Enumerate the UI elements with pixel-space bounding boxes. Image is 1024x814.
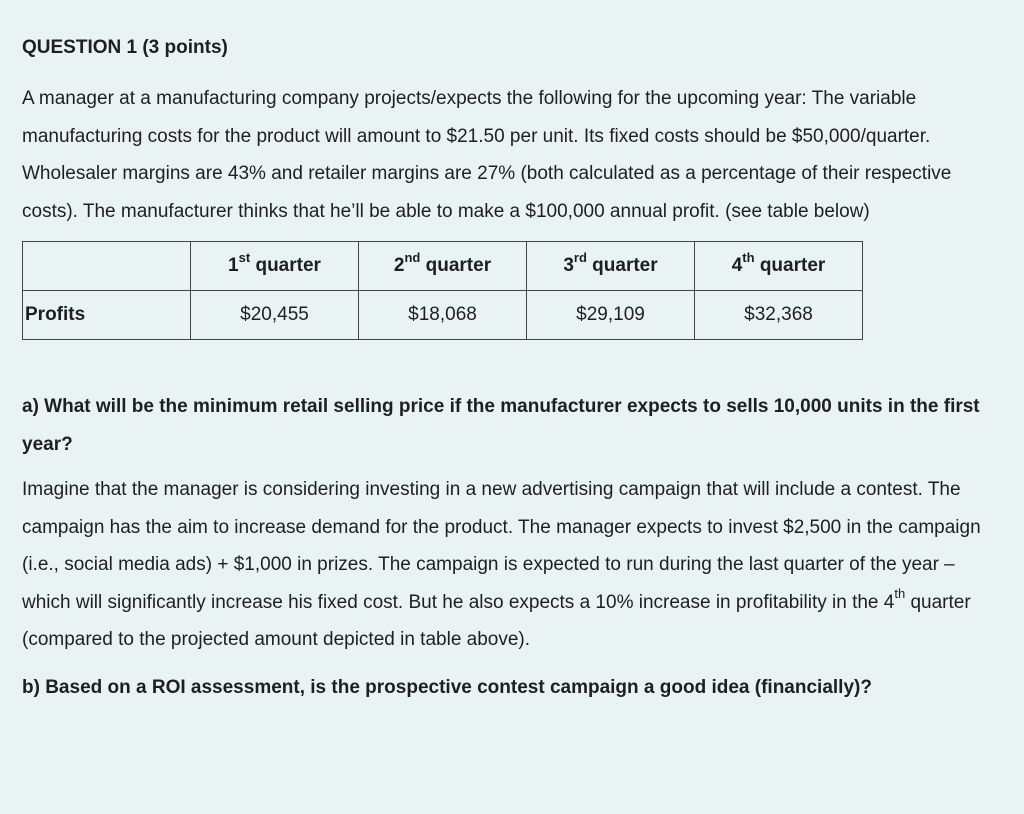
header-num: 2	[393, 255, 405, 276]
scenario-text: Imagine that the manager is considering investing in a new advertising campaign that will include a contest. The campaign has the aim to increase demand for the product. The manager expects to invest $2,500 in the campaign (i.e., social media ads) + $1,000 in prizes. The campaign is expected to run during the last quarter of the year – which will significantly increase his fixed cost. But he also expects a 10% increase in profitability in the 4	[22, 479, 981, 613]
table-header-q2	[359, 242, 527, 291]
table-header-q4	[695, 242, 863, 291]
part-b-question: b) Based on a ROI assessment, is the prospective contest campaign a good idea (financially)?	[22, 676, 872, 698]
header-num: 3	[563, 255, 574, 276]
header-text: quarter	[586, 255, 658, 276]
table-header-row	[23, 242, 863, 291]
header-text: quarter	[250, 255, 321, 276]
question-intro: A manager at a manufacturing company projects/expects the following for the upcoming year: The variable manufacturing costs for the product will amount to $21.50 per unit. Its fixed costs should be $50,000/quarter. Wholesaler margins are 43% and retailer margins are 27% (both calculated as a percentage of their respective costs). The manufacturer thinks that he’ll be able to make a $100,000 annual profit. (see table below)	[22, 88, 952, 222]
header-text: quarter	[420, 255, 492, 276]
scenario-text-end: quarter (compared to the projected amount depicted in table above).	[22, 591, 971, 650]
header-sup: nd	[404, 249, 421, 265]
profit-q1: $20,455	[191, 291, 359, 340]
scenario-paragraph	[22, 471, 1007, 659]
header-text: quarter	[754, 255, 826, 276]
header-sup: th	[742, 249, 755, 265]
part-a-question: a) What will be the minimum retail selling price if the manufacturer expects to sells 10,000 units in the first year?	[22, 396, 980, 455]
table-row	[23, 291, 863, 340]
table-header-q1	[191, 242, 359, 291]
scenario-sup: th	[894, 586, 906, 602]
profit-q3: $29,109	[527, 291, 695, 340]
header-sup: rd	[573, 249, 587, 265]
question-title: QUESTION 1 (3 points)	[22, 37, 228, 58]
header-num: 4	[731, 255, 743, 276]
table-header-empty	[23, 242, 191, 291]
row-label-profits: Profits	[23, 291, 191, 340]
header-sup: st	[238, 249, 251, 265]
table-header-q3	[527, 242, 695, 291]
profit-q2: $18,068	[359, 291, 527, 340]
question-content	[22, 28, 1007, 707]
profits-table	[22, 241, 863, 340]
header-num: 1	[228, 255, 239, 276]
profit-q4: $32,368	[695, 291, 863, 340]
